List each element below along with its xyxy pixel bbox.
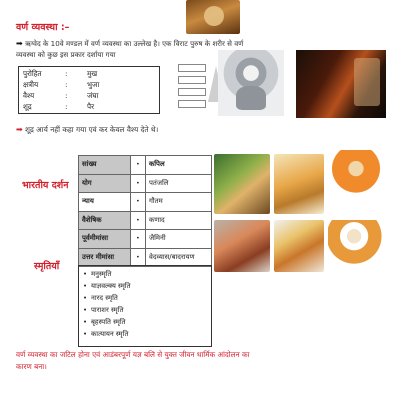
varna-part: मुख bbox=[87, 69, 98, 78]
darshan-title: भारतीय दर्शन bbox=[22, 180, 69, 191]
varna-row bbox=[23, 69, 153, 80]
varna-name: क्षत्रीय bbox=[23, 80, 39, 89]
footer-line-1: वर्ण व्यवस्था का जटिल होना एवं आडंबरपूर्ण यज्ञ बलि से युक्त जीवन धार्मिक आंदोलन का bbox=[16, 350, 250, 359]
darshan-sage: पतंजलि bbox=[145, 174, 211, 193]
table-row bbox=[79, 211, 212, 230]
bullet: • bbox=[130, 248, 145, 267]
varna-box bbox=[18, 66, 160, 114]
bullet: • bbox=[130, 156, 145, 175]
varna-part: पैर bbox=[87, 102, 95, 111]
smriti-title: स्मृतियाँ bbox=[34, 261, 60, 272]
varna-sep: : bbox=[65, 69, 68, 78]
table-row bbox=[79, 248, 212, 267]
purusha-illustration bbox=[218, 50, 284, 116]
sage-illustration bbox=[214, 220, 270, 272]
darshan-sage: जैमिनी bbox=[145, 230, 211, 249]
varna-row bbox=[23, 102, 153, 113]
darshan-name: सांख्य bbox=[79, 156, 131, 175]
darshan-name: वैशेषिक bbox=[79, 211, 131, 230]
note-text: शूद्र आर्य नहीं कहा गया एवं कर केवल वैश्य देते थे। bbox=[25, 125, 159, 134]
darshan-name: न्याय bbox=[79, 193, 131, 212]
list-item: • याज्ञवल्क्य स्मृति bbox=[91, 282, 131, 291]
intro-text-1: ऋग्वेद के 10वे मण्डल में वर्ण व्यवस्था का उल्लेख है। एक विराट पुरुष के शरीर से वर्ण bbox=[24, 39, 244, 48]
varna-sep: : bbox=[65, 80, 68, 89]
darshan-name: उत्तर मीमांसा bbox=[79, 248, 131, 267]
table-row bbox=[79, 230, 212, 249]
note-line bbox=[16, 125, 158, 135]
varna-row bbox=[23, 91, 153, 102]
bullet: • bbox=[130, 230, 145, 249]
intro-line-1 bbox=[16, 38, 382, 49]
darshan-sage: वेदव्यास/बादरायण bbox=[145, 248, 211, 267]
diagram-label-box bbox=[178, 64, 206, 72]
darshan-sage: कपिल bbox=[145, 156, 211, 175]
list-item: • मनुस्मृति bbox=[91, 270, 111, 279]
varna-part: जंघा bbox=[87, 91, 99, 100]
varna-name: पुरोहित bbox=[23, 69, 42, 78]
list-item: • पाराशर स्मृति bbox=[91, 306, 124, 315]
arrow-right-icon: ➡ bbox=[16, 39, 23, 48]
varna-sep: : bbox=[65, 91, 68, 100]
diagram-label-box bbox=[178, 100, 206, 108]
darshan-name: पूर्वमीमांसा bbox=[79, 230, 131, 249]
varna-name: वैश्य bbox=[23, 91, 35, 100]
list-item: • नारद स्मृति bbox=[91, 294, 118, 303]
varna-sep: : bbox=[65, 102, 68, 111]
diagram-label-box bbox=[178, 88, 206, 96]
darshan-table bbox=[78, 155, 212, 267]
table-row bbox=[79, 156, 212, 175]
table-row bbox=[79, 193, 212, 212]
sage-illustration bbox=[274, 220, 324, 272]
varna-part: भुजा bbox=[87, 80, 100, 89]
footer-line-2: कारण बना। bbox=[16, 362, 47, 371]
sage-illustration bbox=[326, 150, 386, 212]
arrow-right-icon: ➡ bbox=[16, 125, 23, 134]
list-item: • कात्यायन स्मृति bbox=[91, 330, 128, 339]
header-illustration bbox=[186, 0, 240, 34]
darshan-sage: गौतम bbox=[145, 193, 211, 212]
diagram-label-box bbox=[178, 76, 206, 84]
varna-row bbox=[23, 80, 153, 91]
bullet: • bbox=[130, 193, 145, 212]
darshan-name: योग bbox=[79, 174, 131, 193]
varna-name: शूद्र bbox=[23, 102, 32, 111]
sage-illustration bbox=[274, 154, 324, 214]
ritual-painting bbox=[296, 50, 386, 118]
sage-illustration bbox=[214, 154, 270, 214]
bullet: • bbox=[130, 174, 145, 193]
section-title: वर्ण व्यवस्था :– bbox=[16, 22, 70, 33]
list-item: • बृहस्पति स्मृति bbox=[91, 318, 126, 327]
smriti-box bbox=[78, 265, 212, 347]
intro-line-2: व्यवस्था को कुछ इस प्रकार दर्शाया गया bbox=[16, 50, 116, 59]
sage-illustration bbox=[328, 220, 386, 274]
footer-paragraph bbox=[16, 349, 386, 373]
bullet: • bbox=[130, 211, 145, 230]
table-row bbox=[79, 174, 212, 193]
darshan-sage: कणाद bbox=[145, 211, 211, 230]
